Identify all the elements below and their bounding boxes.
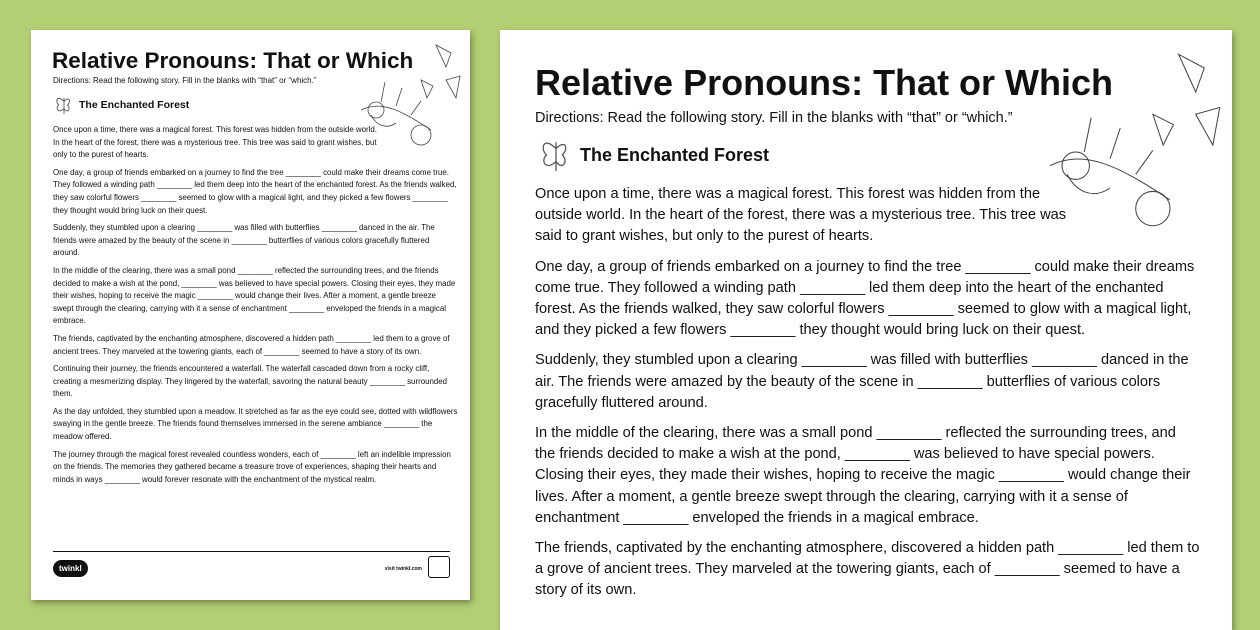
quality-badge-icon bbox=[428, 556, 450, 578]
story-paragraph: One day, a group of friends embarked on a journey to find the tree ________ could make their dreams come true. They followed a winding path ________ led them deep into the heart of the enchanted forest. As the friends walked, they saw colorful flowers ________ seemed to glow with a magical light, and they picked a few flowers ________ they thought would bring luck on their quest. bbox=[53, 167, 457, 215]
story-paragraph: Once upon a time, there was a magical forest. This forest was hidden from the outside world. In the heart of the forest, there was a mysterious tree. This tree was said to grant wishes, but only to the purest of hearts. bbox=[535, 186, 1067, 245]
worksheet-title: Relative Pronouns: That or Which bbox=[52, 48, 414, 73]
butterfly-icon bbox=[55, 94, 73, 116]
story-paragraph: Suddenly, they stumbled upon a clearing ________ was filled with butterflies ________ danced in the air. The friends were amazed by the beauty of the scene in ________ butterflies of various colors gracefully fluttered around. bbox=[53, 223, 435, 258]
worksheet-title: Relative Pronouns: That or Which bbox=[535, 62, 1114, 103]
story-paragraph: In the middle of the clearing, there was a small pond ________ reflected the surrounding trees, and the friends decided to make a wish at the pond, ________ was believed to have special powers. Closing their eyes, they made their wishes, hoping to receive the magic ________ would change their lives. After a moment, a gentle breeze swept through the clearing, carrying with it a sense of enchantment ________ enveloped the friends in a magical embrace. bbox=[53, 265, 456, 326]
story-body bbox=[535, 184, 1200, 611]
story-heading bbox=[55, 94, 189, 116]
story-paragraph: Suddenly, they stumbled upon a clearing ________ was filled with butterflies ________ danced in the air. The friends were amazed by the beauty of the scene in ________ butterflies of various colors gracefully fluttered around. bbox=[535, 352, 1189, 411]
twinkl-logo: twinkl bbox=[53, 560, 88, 577]
footer-visit-text: visit twinkl.com bbox=[384, 566, 422, 572]
story-paragraph: The friends, captivated by the enchanting atmosphere, discovered a hidden path ________ led them to a grove of ancient trees. They marveled at the towering giants, each of ________ seemed to have a story of its own. bbox=[53, 333, 450, 356]
story-body bbox=[53, 124, 458, 491]
directions: Directions: Read the following story. Fill in the blanks with “that” or “which.” bbox=[535, 110, 1013, 126]
butterfly-icon bbox=[540, 135, 572, 175]
story-paragraph: As the day unfolded, they stumbled upon a meadow. It stretched as far as the eye could see, dotted with wildflowers swaying in the gentle breeze. The friends found themselves immersed in the serene ambiance ________ the meadow offered. bbox=[53, 406, 458, 442]
footer-divider bbox=[53, 551, 450, 552]
story-heading bbox=[540, 135, 769, 175]
story-title: The Enchanted Forest bbox=[79, 99, 190, 111]
directions: Directions: Read the following story. Fill in the blanks with “that” or “which.” bbox=[53, 76, 317, 85]
story-paragraph: One day, a group of friends embarked on a journey to find the tree ________ could make their dreams come true. They followed a winding path ________ led them deep into the heart of the enchanted forest. As the friends walked, they saw colorful flowers ________ seemed to glow with a magical light, and they picked a few flowers ________ they thought would bring luck on their quest. bbox=[535, 258, 1195, 339]
story-paragraph: Once upon a time, there was a magical forest. This forest was hidden from the outside world. In the heart of the forest, there was a mysterious tree. This tree was said to grant wishes, but only to the purest of hearts. bbox=[53, 125, 377, 160]
story-paragraph: Continuing their journey, the friends encountered a waterfall. The waterfall cascaded down from a rocky cliff, creating a mesmerizing display. They lingered by the waterfall, savoring the natural beauty ________ surrounded them. bbox=[53, 364, 448, 399]
worksheet-thumbnail[interactable] bbox=[31, 30, 470, 600]
story-paragraph: The journey through the magical forest revealed countless wonders, each of ________ left an indelible impression on the friends. The memories they gathered became a treasure trove of experiences, shaping their hearts and minds in ways ________ would forever resonate with the enchantment of the mystical realm. bbox=[53, 449, 451, 484]
story-paragraph: In the middle of the clearing, there was a small pond ________ reflected the surrounding trees, and the friends decided to make a wish at the pond, ________ was believed to have special powers. Closing their eyes, they made their wishes, hoping to receive the magic ________ would change their lives. After a moment, a gentle breeze swept through the clearing, carrying with it a sense of enchantment ________ enveloped the friends in a magical embrace. bbox=[535, 425, 1191, 526]
story-title: The Enchanted Forest bbox=[580, 144, 770, 165]
worksheet-preview bbox=[500, 30, 1232, 630]
story-paragraph: The friends, captivated by the enchanting atmosphere, discovered a hidden path ________ led them to a grove of ancient trees. They marveled at the towering giants, each of ________ seemed to have a story of its own. bbox=[535, 540, 1200, 599]
